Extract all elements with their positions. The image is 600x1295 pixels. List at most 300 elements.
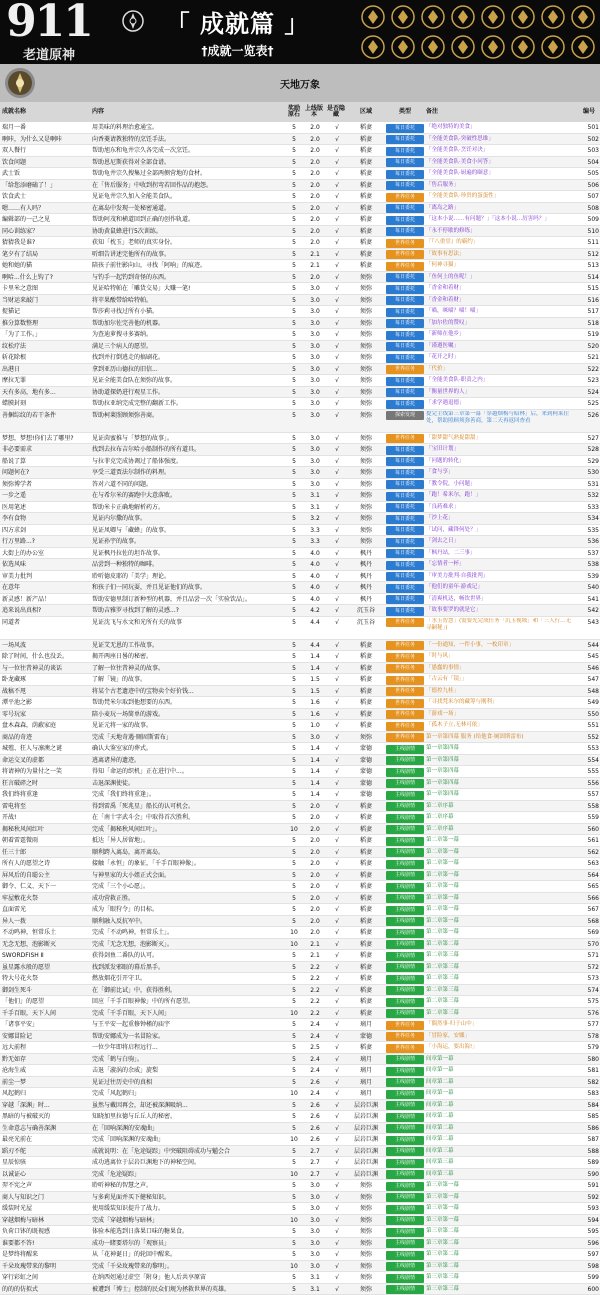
region: 须弥 [352,1215,380,1227]
release-version: 2.0 [306,180,324,192]
type-badge: 主线剧情 [386,756,424,765]
achievement-desc: 见证枫丹拉佐的坦诈故事。 [92,548,287,560]
achievement-id: 587 [581,1134,599,1146]
region: 稻妻 [352,985,380,997]
region: 枫丹 [352,571,380,583]
type-badge: 每日委托 [386,400,424,409]
table-row [0,1169,600,1181]
achievement-name: 追来说出真相? [2,605,90,617]
achievement-name: 双人餐行 [2,145,90,157]
achievement-id: 504 [581,157,599,169]
table-row [0,134,600,146]
region: 璃月 [352,1088,380,1100]
table-row [0,571,600,583]
primogem-reward: 5 [289,766,299,778]
region: 须弥 [352,387,380,399]
achievement-desc: 帮助加尔佐完善他的机器。 [92,318,287,330]
release-version: 2.4 [306,1065,324,1077]
region: 须弥 [352,1261,380,1273]
table-row [0,1019,600,1031]
note: 第一章第四幕 服务 (给他食·厕固斯雷布) [426,732,574,744]
achievement-badge-icon [542,6,564,28]
release-version: 3.2 [306,513,324,525]
page-title: 「 成就篇 」 [150,4,325,39]
note: 第三章第一幕 [426,1203,574,1215]
release-version: 2.0 [306,847,324,859]
category-bar [0,64,600,102]
type-badge: 主线剧情 [386,791,424,800]
achievement-id: 524 [581,387,599,399]
achievement-desc: 与拉菲克完成协调过了船体强度。 [92,456,287,468]
type-badge: 主线剧情 [386,1101,424,1110]
achievement-name: 医用笔述 [2,502,90,514]
note: 「全能美食队·烹饪对决」 [426,145,574,157]
hidden-flag: √ [326,870,348,882]
region: 须弥 [352,272,380,284]
note: 「枫丹站，二三事」 [426,548,574,560]
achievement-desc: 完成「无念无想，泡影断灭」。 [92,939,287,951]
note: 「鱼何上的鱼呢！」 [426,272,574,284]
achievement-desc: 与神里家的大小姐正式会面。 [92,870,287,882]
region: 蒙德 [352,755,380,767]
region: 须弥 [352,479,380,491]
achievement-id: 557 [581,789,599,801]
table-row [0,157,600,169]
achievement-desc: 见证哈特帕在「雕货交易」大赚一笔! [92,283,287,295]
achievement-id: 573 [581,973,599,985]
region: 稻妻 [352,709,380,721]
release-version: 3.0 [306,410,324,421]
achievement-name: 千朵玫瑰带来的黎明 [2,1261,90,1273]
release-version: 4.0 [306,548,324,560]
hidden-flag: √ [326,1192,348,1204]
header-banner [0,0,600,64]
table-row [0,950,600,962]
type-badge: 主线剧情 [386,779,424,788]
achievement-id: 585 [581,1111,599,1123]
achievement-desc: 帮助阿茂和横道回到正确的创作轨道。 [92,214,287,226]
hidden-flag: √ [326,180,348,192]
achievement-desc: 成功营救正胜。 [92,893,287,905]
achievement-name: 命运交叉的虚都 [2,755,90,767]
achievement-id: 562 [581,847,599,859]
achievement-name: 李有食物 [2,513,90,525]
type-badge: 世界任务 [386,641,424,650]
hidden-flag: √ [326,122,348,134]
type-badge: 每日委托 [386,147,424,156]
region: 须弥 [352,467,380,479]
region: 须弥 [352,329,380,341]
region: 稻妻 [352,904,380,916]
achievement-id: 597 [581,1249,599,1261]
achievement-badge-icon [362,36,384,58]
region: 蒙德 [352,789,380,801]
table-row [0,456,600,468]
table-row [0,904,600,916]
release-version: 1.4 [306,789,324,801]
primogem-reward: 5 [289,1249,299,1261]
achievement-desc: 在「售后服务」中收到拐弯若回作品的抱怨。 [92,180,287,192]
hidden-flag: √ [326,973,348,985]
release-version: 2.6 [306,1111,324,1123]
primogem-reward: 5 [289,479,299,491]
type-badge: 主线剧情 [386,1239,424,1248]
achievement-id: 572 [581,962,599,974]
achievement-name: 生命意志与确善深渊 [2,1123,90,1135]
type-badge: 世界任务 [386,239,424,248]
note: 第二章第一幕 [426,858,574,870]
type-badge: 主线剧情 [386,1228,424,1237]
hidden-flag: √ [326,536,348,548]
table-row [0,858,600,870]
region: 须弥 [352,536,380,548]
primogem-reward: 5 [289,168,299,180]
achievement-name: 任三十郎 [2,847,90,859]
hidden-flag: √ [326,502,348,514]
hidden-flag: √ [326,720,348,732]
achievement-id: 567 [581,904,599,916]
primogem-reward: 5 [289,352,299,364]
achievement-name: 推分算数整理 [2,318,90,330]
release-version: 2.0 [306,835,324,847]
achievement-name: 盘木森森，荫蔽家庭 [2,720,90,732]
release-version: 4.4 [306,617,324,628]
table-row [0,985,600,997]
hidden-flag: √ [326,306,348,318]
achievement-desc: 击退「漩涡的余威」旋梨 [92,1065,287,1077]
table-row [0,490,600,502]
achievement-name: 揭秘秋风间红叶 [2,824,90,836]
achievement-name: 屏风后的自聪公主 [2,870,90,882]
type-badge: 每日委托 [386,342,424,351]
note: 第三章第二幕 [426,1261,574,1273]
achievement-desc: 协助黄鼠蜂进行5次训练。 [92,226,287,238]
release-version: 3.0 [306,352,324,364]
region: 稻妻 [352,720,380,732]
release-version: 2.0 [306,824,324,836]
release-version: 3.0 [306,398,324,410]
table-row [0,1146,600,1158]
table-row [0,1031,600,1043]
note: 第三章第一幕 [426,1192,574,1204]
release-version: 2.0 [306,168,324,180]
hidden-flag: √ [326,191,348,203]
release-version: 1.6 [306,697,324,709]
note: 第一章第四幕 [426,755,574,767]
primogem-reward: 5 [289,1203,299,1215]
note: 第二章第一幕 [426,904,574,916]
hidden-flag: √ [326,571,348,583]
primogem-reward: 5 [289,203,299,215]
table-row [0,479,600,491]
primogem-reward: 5 [289,1192,299,1204]
type-badge: 世界任务 [386,722,424,731]
hidden-flag: √ [326,916,348,928]
release-version: 2.0 [306,801,324,813]
note: 「永不停歇的修练」 [426,226,574,238]
achievement-name: 沧海生威 [2,1065,90,1077]
table-row [0,640,600,652]
achievement-desc: 拿到亚历山德拉的旧信... [92,364,287,376]
achievement-id: 528 [581,444,599,456]
table-row [0,1008,600,1020]
release-version: 3.0 [306,364,324,376]
achievement-desc: 逃离诸异的遗迹。 [92,755,287,767]
type-badge: 主线剧情 [386,1216,424,1225]
type-badge: 主线剧情 [386,1170,424,1179]
achievement-name: 异人一拨 [2,916,90,928]
primogem-reward: 5 [289,1019,299,1031]
hidden-flag: √ [326,249,348,261]
table-row [0,881,600,893]
achievement-name: 羿不宪之声 [2,1180,90,1192]
type-badge: 主线剧情 [386,998,424,1007]
primogem-reward: 5 [289,582,299,594]
note: 「偶然事·归于山中」 [426,1019,574,1031]
release-version: 3.0 [306,1180,324,1192]
region: 层岩巨渊 [352,1123,380,1135]
achievement-desc: 找到去拉布吉尔哈小船制作的所有道具。 [92,444,287,456]
type-badge: 世界任务 [386,434,424,443]
achievement-name: 谁要都不答! [2,1238,90,1250]
type-badge: 每日委托 [386,572,424,581]
achievement-name: 当财运来敲门 [2,295,90,307]
release-version: 3.0 [306,341,324,353]
achievement-name: 嗯……有人吗？ [2,203,90,215]
achievement-id: 579 [581,1042,599,1054]
type-badge: 每日委托 [386,319,424,328]
release-version: 3.0 [306,1249,324,1261]
table-row [0,1077,600,1089]
achievement-id: 515 [581,283,599,295]
achievement-id: 527 [581,433,599,445]
table-row [0,927,600,939]
achievement-id: 553 [581,743,599,755]
table-row [0,249,600,261]
note: 间章第一幕 [426,1088,574,1100]
note: 第二章第三幕 [426,985,574,997]
region: 须弥 [352,364,380,376]
release-version: 4.4 [306,640,324,652]
hidden-flag: √ [326,260,348,272]
note: 「忘情者一杯」 [426,559,574,571]
achievement-name: 星辰惊骇 [2,1157,90,1169]
release-version: 1.5 [306,674,324,686]
primogem-reward: 5 [289,341,299,353]
region: 稻妻 [352,191,380,203]
achievement-desc: 帮助旭东和龟井宗久各完成一次烹饪。 [92,145,287,157]
achievement-desc: 和孩子们一同玩耍，并且见证他们的故事。 [92,582,287,594]
hidden-flag: √ [326,1019,348,1031]
release-version: 3.1 [306,1272,324,1284]
achievement-id: 594 [581,1215,599,1227]
achievement-id: 543 [581,617,599,628]
achievement-name: 潭平池之影 [2,697,90,709]
primogem-reward: 5 [289,283,299,295]
type-badge: 每日委托 [386,308,424,317]
achievement-desc: 找到派发邪眼的幕后黑手。 [92,962,287,974]
region: 稻妻 [352,847,380,859]
primogem-reward: 5 [289,1238,299,1250]
table-row [0,1284,600,1295]
achievement-id: 583 [581,1088,599,1100]
region: 稻妻 [352,916,380,928]
hidden-flag: √ [326,329,348,341]
table-row [0,893,600,905]
primogem-reward: 5 [289,812,299,824]
region: 璃月 [352,1019,380,1031]
primogem-reward: 5 [289,950,299,962]
region: 须弥 [352,1238,380,1250]
achievement-id: 526 [581,410,599,421]
region: 须弥 [352,502,380,514]
achievement-badge-icon [452,36,474,58]
release-version: 3.0 [306,306,324,318]
region: 须弥 [352,375,380,387]
note: 第一章第四幕 [426,778,574,790]
region: 稻妻 [352,996,380,1008]
primogem-reward: 10 [289,939,299,951]
table-row [0,778,600,790]
type-badge: 主线剧情 [386,1009,424,1018]
type-badge: 每日委托 [386,354,424,363]
primogem-reward: 10 [289,1215,299,1227]
table-row [0,1042,600,1054]
hidden-flag: √ [326,881,348,893]
region: 稻妻 [352,973,380,985]
primogem-reward: 5 [289,720,299,732]
type-badge: 每日委托 [386,446,424,455]
table-row [0,1123,600,1135]
hidden-flag: √ [326,410,348,421]
table-row [0,801,600,813]
achievement-name: 同心训练家？ [2,226,90,238]
note: 「食与享」 [426,467,574,479]
table-row [0,1226,600,1238]
note: 第二章第一幕 [426,881,574,893]
release-version: 2.0 [306,237,324,249]
note: 第一章第四幕 [426,743,574,755]
release-version: 4.0 [306,594,324,606]
region: 须弥 [352,306,380,318]
region: 须弥 [352,1192,380,1204]
primogem-reward: 5 [289,490,299,502]
hidden-flag: √ [326,1111,348,1123]
type-badge: 主线剧情 [386,802,424,811]
col-name: 成就名称 [2,102,90,122]
achievement-id: 565 [581,881,599,893]
achievement-id: 518 [581,318,599,330]
release-version: 3.0 [306,1215,324,1227]
region: 须弥 [352,318,380,330]
hidden-flag: √ [326,709,348,721]
note: 「甜梦甜气熟捉甜甜」 [426,433,574,445]
achievement-name: 御剑生死斗 [2,985,90,997]
type-badge: 世界任务 [386,733,424,742]
hidden-flag: √ [326,1272,348,1284]
primogem-reward: 5 [289,237,299,249]
table-row [0,939,600,951]
type-badge: 每日委托 [386,480,424,489]
region: 须弥 [352,490,380,502]
achievement-name: 将请神的为量付之一笑 [2,766,90,778]
type-badge: 世界任务 [386,664,424,673]
release-version: 3.0 [306,1261,324,1273]
achievement-name: 蹈刃不舵 [2,1146,90,1158]
hidden-flag: √ [326,950,348,962]
primogem-reward: 5 [289,226,299,238]
achievement-name: 斩花除根 [2,352,90,364]
hidden-flag: √ [326,203,348,215]
note: 第二章第三幕 [426,996,574,1008]
note: 间章第二幕 [426,1134,574,1146]
hidden-flag: √ [326,1215,348,1227]
type-badge: 主线剧情 [386,1113,424,1122]
achievement-desc: 向香菱请教独特的烹饪手法。 [92,134,287,146]
region: 须弥 [352,1272,380,1284]
primogem-reward: 5 [289,249,299,261]
achievement-desc: 品尝到一种独特的咖啡。 [92,559,287,571]
achievement-desc: 完成「千朵玫瑰带来的黎明」。 [92,1261,287,1273]
hidden-flag: √ [326,766,348,778]
achievement-desc: 获知「枕玉」老师的真实身份。 [92,237,287,249]
achievement-desc: 聆听德皮耶的「美学」理论。 [92,571,287,583]
hidden-flag: √ [326,1031,348,1043]
hidden-flag: √ [326,1157,348,1169]
col-id: 编号 [579,102,599,122]
type-badge: 每日委托 [386,124,424,133]
achievement-id: 564 [581,870,599,882]
achievement-desc: 帮助拉亚纳完成完整的翻新工作。 [92,398,287,410]
primogem-reward: 5 [289,559,299,571]
hidden-flag: √ [326,651,348,663]
achievement-id: 571 [581,950,599,962]
hidden-flag: √ [326,939,348,951]
achievement-desc: 完成「天地奇遇·厕固斯雷布」 [92,732,287,744]
primogem-reward: 5 [289,709,299,721]
primogem-reward: 5 [289,663,299,675]
table-row [0,1249,600,1261]
achievement-id: 556 [581,778,599,790]
note: 「售后服务」 [426,180,574,192]
primogem-reward: 10 [289,824,299,836]
hidden-flag: √ [326,617,348,628]
achievement-desc: 找到并打倒逃走的搞刷花。 [92,352,287,364]
release-version: 1.4 [306,778,324,790]
note: 「求学遇退德」 [426,398,574,410]
achievement-name: 问题何在? [2,467,90,479]
achievement-desc: 成功一睹要塔尔的「观察员」 [92,1238,287,1250]
achievement-id: 596 [581,1238,599,1250]
achievement-badge-icon [512,36,534,58]
achievement-id: 519 [581,329,599,341]
table-row [0,398,600,410]
type-badge: 主线剧情 [386,986,424,995]
achievement-desc: 用美味的料理治愈通宝。 [92,122,287,134]
achievement-desc: 揭开两座日晷的秘密。 [92,651,287,663]
primogem-reward: 5 [289,594,299,606]
table-row [0,433,600,445]
achievement-desc: 确认大鉴室家的葬式。 [92,743,287,755]
hidden-flag: √ [326,778,348,790]
type-badge: 主线剧情 [386,871,424,880]
achievement-id: 551 [581,720,599,732]
table-row [0,341,600,353]
achievement-desc: 见证全能美食队在须弥的故事。 [92,375,287,387]
achievement-id: 598 [581,1261,599,1273]
achievement-id: 576 [581,1008,599,1020]
achievement-table [0,64,600,1282]
